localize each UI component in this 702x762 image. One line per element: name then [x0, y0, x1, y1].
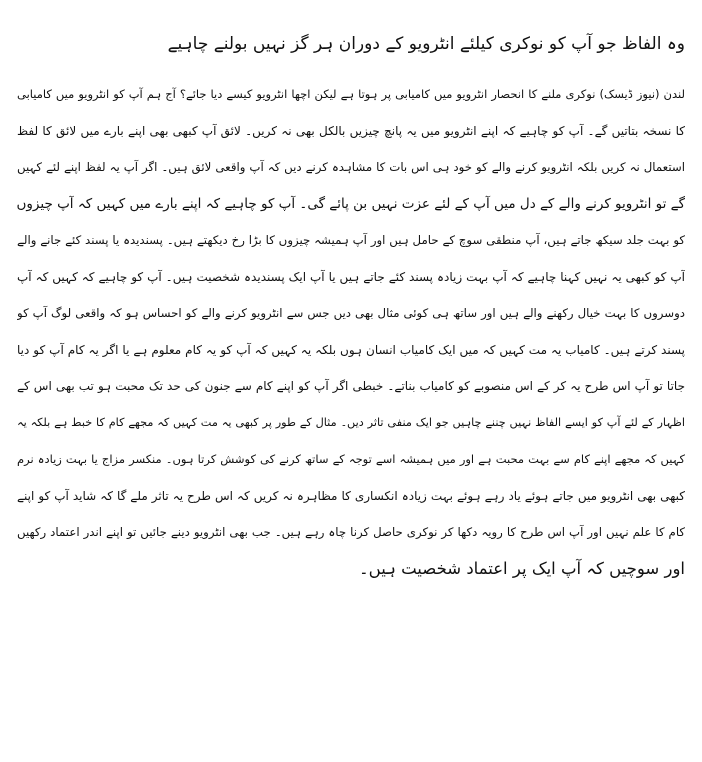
body-line: اور سوچیں کہ آپ ایک پر اعتماد شخصیت ہیں۔	[358, 558, 685, 578]
body-line: آپ کو کبھی یہ نہیں کہنا چاہیے کہ آپ بہت زیادہ پسند کئے جاتے ہیں یا آپ ایک پسندیدہ شخصیت ہیں۔ آپ کو چاہیے کہ کہیں کہ آپ	[17, 269, 685, 284]
body-line: لندن (نیوز ڈیسک) نوکری ملنے کا انحصار انٹرویو میں کامیابی پر ہوتا ہے لیکن اچھا انٹرویو کیسے دیا جائے؟ آج ہم آپ کو انٹرویو میں کامیابی	[17, 87, 685, 101]
body-line: دوسروں کا بہت خیال رکھنے والے ہیں اور ساتھ ہی کوئی مثال بھی دیں جس سے انٹرویو کرنے والے کو احساس ہو کہ واقعی لوگ آپ کو	[17, 306, 685, 320]
article-headline: وہ الفاظ جو آپ کو نوکری کیلئے انٹرویو کے دوران ہر گز نہیں بولنے چاہیے	[167, 34, 685, 54]
body-line: پسند کرتے ہیں۔ کامیاب یہ مت کہیں کہ میں ایک کامیاب انسان ہوں بلکہ یہ کہیں کہ آپ کو یہ کام معلوم ہے یا اگر یہ کام آپ کو دیا	[17, 342, 685, 357]
body-line: کام کا علم نہیں اور آپ اس طرح کا رویہ دکھا کر نوکری حاصل کرنا چاہ رہے ہیں۔ جب بھی انٹرویو دینے جائیں تو اپنے اندر اعتماد رکھیں	[17, 525, 685, 539]
body-line: کا نسخہ بتاتیں گے۔ آپ کو چاہیے کہ اپنے انٹرویو میں یہ پانچ چیزیں بالکل بھی نہ کریں۔ لائق آپ کبھی بھی اپنے بارے میں لائق کا لفظ	[17, 123, 685, 138]
body-line: گے تو انٹرویو کرنے والے کے دل میں آپ کے لئے عزت نہیں بن پائے گی۔ آپ کو چاہیے کہ اپنے بارے میں کہیں کہ آپ چیزوں	[17, 195, 685, 212]
body-line: استعمال نہ کریں بلکہ انٹرویو کرنے والے کو خود ہی اس بات کا مشاہدہ کرنے دیں کہ آپ واقعی لائق ہیں۔ اگر آپ یہ لفظ اپنے لئے کہیں	[17, 160, 685, 174]
body-line: جاتا تو آپ اس طرح یہ کر کے اس منصوبے کو کامیاب بناتے۔ خبطی اگر آپ کو اپنے کام سے جنون کی حد تک محبت ہو تب بھی اس کے	[17, 379, 685, 393]
body-line: کبھی بھی انٹرویو میں جاتے ہوئے یاد رہے ہوئے بہت زیادہ انکساری کا مظاہرہ نہ کریں کہ اس طرح یہ تاثر ملے گا کہ شاید آپ کو اپنے	[17, 488, 685, 503]
body-line: اظہار کے لئے آپ کو ایسے الفاظ نہیں چننے چاہیں جو ایک منفی تاثر دیں۔ مثال کے طور پر کبھی یہ مت کہیں کہ مجھے کام کا خبط ہے بلکہ یہ	[17, 415, 685, 429]
article-body	[17, 76, 685, 587]
body-line: کہیں کہ مجھے اپنے کام سے بہت محبت ہے اور میں ہمیشہ اسے توجہ کے ساتھ کرنے کی کوشش کرتا ہوں۔ منکسر مزاج یا بہت زیادہ نرم	[17, 452, 685, 466]
body-line: کو بہت جلد سیکھ جاتے ہیں، آپ منطقی سوچ کے حامل ہیں اور آپ ہمیشہ چیزوں کا بڑا رخ دیکھتے ہیں۔ پسندیدہ یا پسند کئے جانے والے	[17, 233, 685, 247]
